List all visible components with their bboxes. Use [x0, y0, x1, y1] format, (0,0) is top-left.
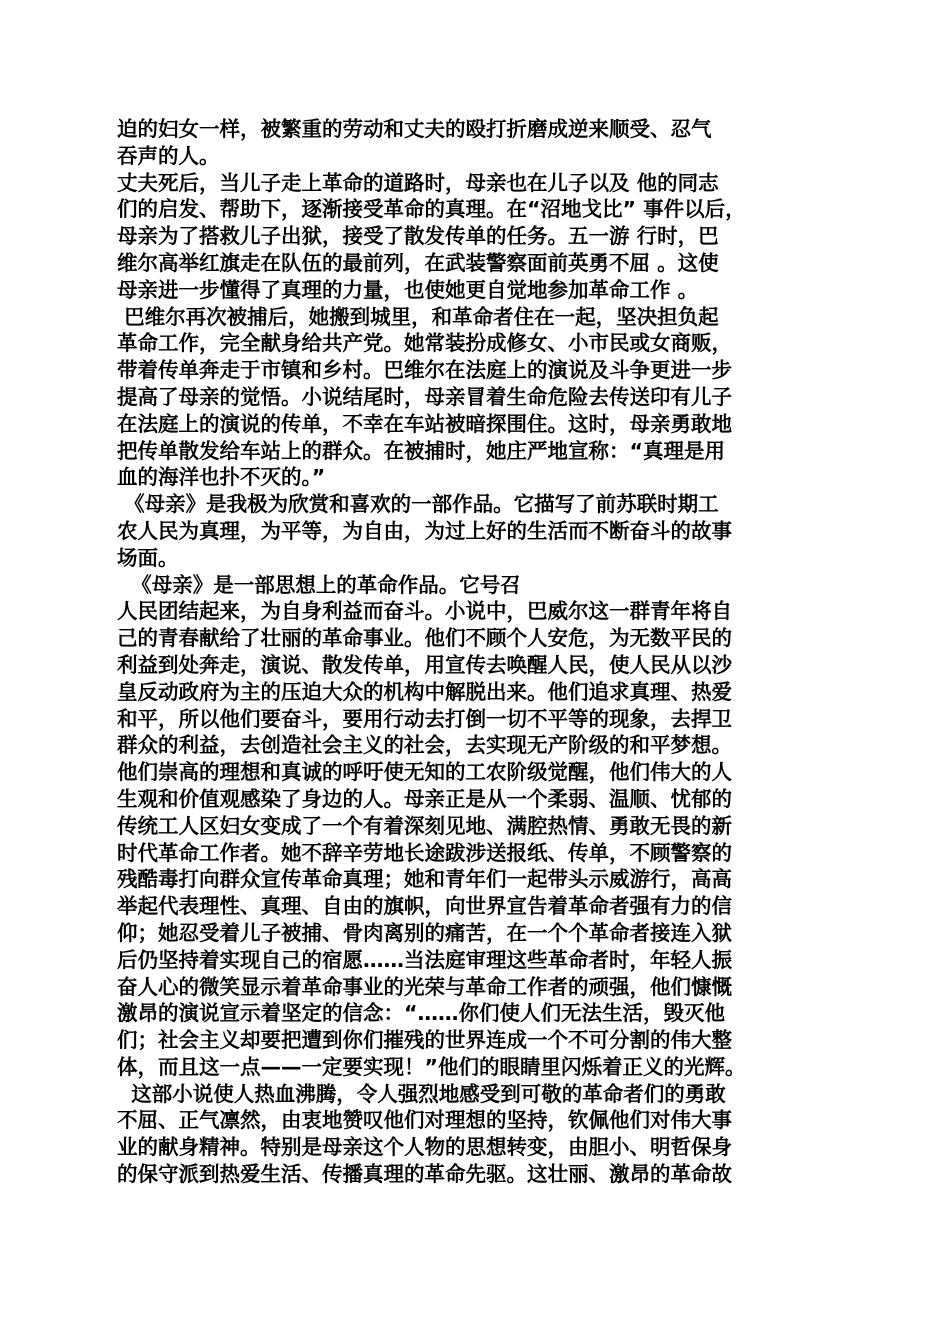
text-line: 《母亲》是我极为欣赏和喜欢的一部作品。它描写了前苏联时期工: [117, 492, 719, 517]
text-line: 血的海洋也扑不灭的。”: [117, 465, 326, 490]
text-line: 把传单散发给车站上的群众。在被捕时，她庄严地宣称：“真理是用: [117, 438, 725, 463]
text-line: 己的青春献给了壮丽的革命事业。他们不顾个人安危，为无数平民的: [117, 626, 732, 651]
text-line: 农人民为真理，为平等，为自由，为过上好的生活而不断奋斗的故事: [117, 518, 732, 543]
text-line: 们的启发、帮助下，逐渐接受革命的真理。在“沼地戈比” 事件以后，: [117, 197, 746, 222]
text-line: 维尔高举红旗走在队伍的最前列，在武装警察面前英勇不屈 。这使: [117, 250, 719, 275]
text-line: 皇反动政府为主的压迫大众的机构中解脱出来。他们追求真理、热爱: [117, 679, 732, 704]
text-line: 他们崇高的理想和真诚的呼吁使无知的工农阶级觉醒，他们伟大的人: [117, 760, 732, 785]
text-line: 带着传单奔走于市镇和乡村。巴维尔在法庭上的演说及斗争更进一步: [117, 358, 732, 383]
text-line: 体，而且这一点——一定要实现！”他们的眼睛里闪烁着正义的光辉。: [117, 1054, 746, 1079]
text-line: 们；社会主义却要把遭到你们摧残的世界连成一个不可分割的伟大整: [117, 1028, 732, 1053]
text-line: 群众的利益，去创造社会主义的社会，去实现无产阶级的和平梦想。: [117, 733, 732, 758]
text-line: 仰；她忍受着儿子被捕、骨肉离别的痛苦，在一个个革命者接连入狱: [117, 920, 732, 945]
text-line: 丈夫死后，当儿子走上革命的道路时，母亲也在儿子以及 他的同志: [117, 170, 719, 195]
text-line: 吞声的人。: [117, 143, 220, 168]
text-line: 生观和价值观感染了身边的人。母亲正是从一个柔弱、温顺、忧郁的: [117, 786, 732, 811]
text-line: 母亲进一步懂得了真理的力量，也使她更自觉地参加革命工作 。: [117, 277, 699, 302]
text-line: 利益到处奔走，演说、散发传单，用宣传去唤醒人民，使人民从以沙: [117, 652, 732, 677]
text-line: 奋人心的微笑显示着革命事业的光荣与革命工作者的顽强，他们慷慨: [117, 974, 732, 999]
text-line: 场面。: [117, 545, 179, 570]
text-line: 残酷毒打向群众宣传革命真理；她和青年们一起带头示威游行，高高: [117, 867, 732, 892]
text-line: 提高了母亲的觉悟。小说结尾时，母亲冒着生命危险去传送印有儿子: [117, 384, 732, 409]
text-line: 巴维尔再次被捕后，她搬到城里，和革命者住在一起，坚决担负起: [117, 304, 719, 329]
text-line: 时代革命工作者。她不辞辛劳地长途跋涉送报纸、传单，不顾警察的: [117, 840, 732, 865]
text-line: 举起代表理性、真理、自由的旗帜，向世界宣告着革命者强有力的信: [117, 894, 732, 919]
text-line: 业的献身精神。特别是母亲这个人物的思想转变，由胆小、明哲保身: [117, 1135, 732, 1160]
text-line: 迫的妇女一样，被繁重的劳动和丈夫的殴打折磨成逆来顺受、忍气: [117, 117, 712, 141]
text-line: 在法庭上的演说的传单，不幸在车站被暗探围住。这时，母亲勇敢地: [117, 411, 732, 436]
text-line: 母亲为了搭救儿子出狱，接受了散发传单的任务。五一游 行时，巴: [117, 224, 719, 249]
text-line: 激昂的演说宣示着坚定的信念：“……你们使人们无法生活，毁灭他: [117, 1001, 725, 1026]
text-line: 人民团结起来，为自身利益而奋斗。小说中，巴威尔这一群青年将自: [117, 599, 732, 624]
text-line: 革命工作，完全献身给共产党。她常装扮成修女、小市民或女商贩，: [117, 331, 732, 356]
text-line: 这部小说使人热血沸腾，令人强烈地感受到可敬的革命者们的勇敢: [117, 1081, 726, 1106]
body-text: [117, 116, 847, 1188]
text-line: 的保守派到热爱生活、传播真理的革命先驱。这壮丽、激昂的革命故: [117, 1162, 732, 1187]
text-line: 《母亲》是一部思想上的革命作品。它号召: [117, 572, 521, 597]
text-line: 后仍坚持着实现自己的宿愿……当法庭审理这些革命者时，年轻人振: [117, 947, 732, 972]
text-line: 传统工人区妇女变成了一个有着深刻见地、满腔热情、勇敢无畏的新: [117, 813, 732, 838]
text-line: 和平，所以他们要奋斗，要用行动去打倒一切不平等的现象，去捍卫: [117, 706, 732, 731]
text-line: 不屈、正气凛然，由衷地赞叹他们对理想的坚持，钦佩他们对伟大事: [117, 1108, 732, 1133]
